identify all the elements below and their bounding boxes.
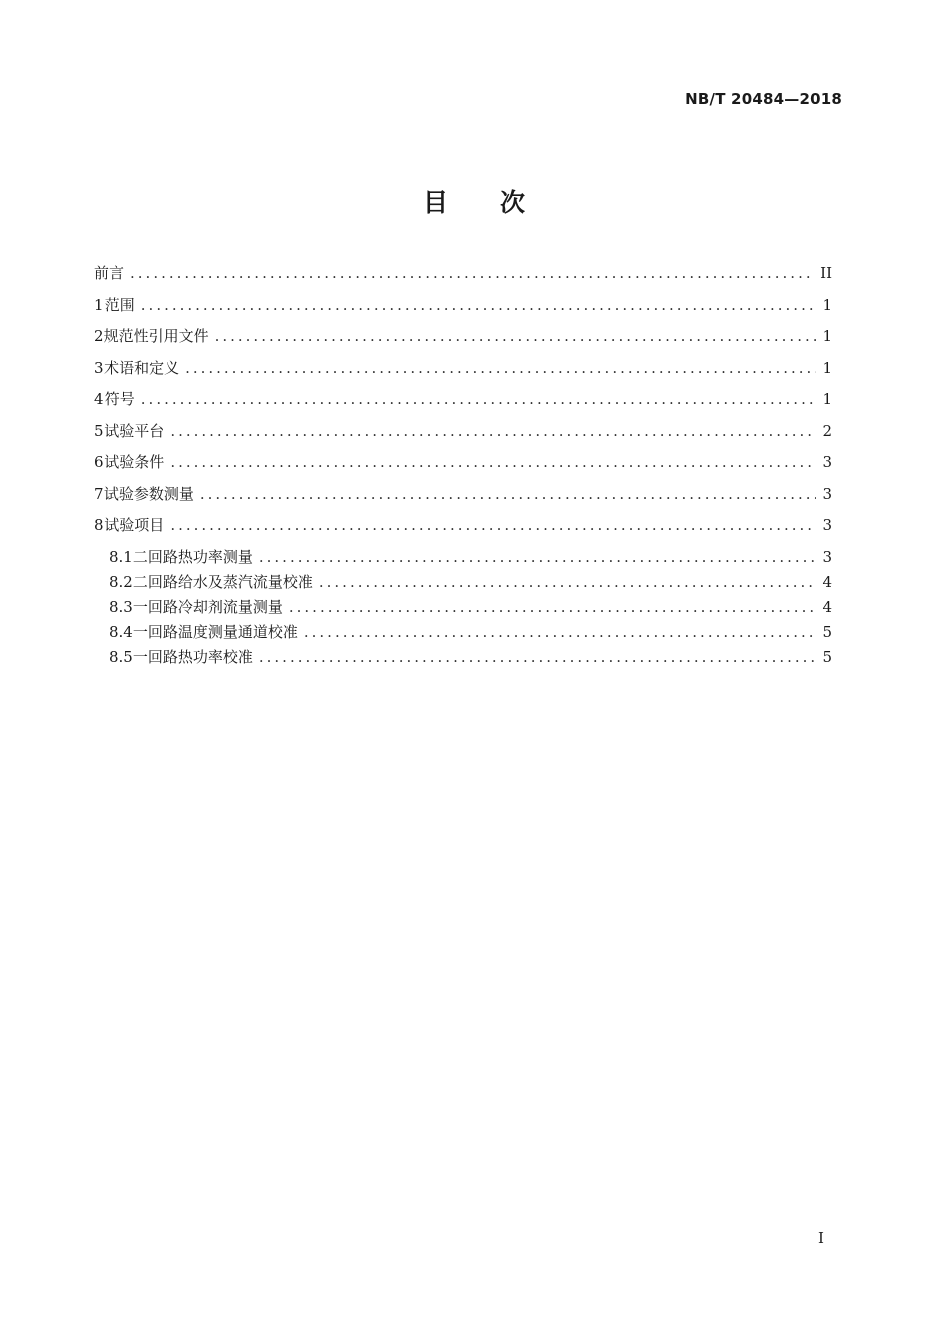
toc-leader	[170, 516, 816, 534]
toc-entry-page: 1	[822, 390, 832, 408]
toc-entry-number: 8.1	[109, 547, 133, 566]
toc-entry-text: 二回路给水及蒸汽流量校准	[132, 572, 313, 591]
toc-title	[0, 183, 950, 219]
toc-title-part1: 目	[422, 188, 450, 217]
toc-leader	[289, 598, 816, 616]
toc-entry-text: 前言	[94, 264, 125, 282]
toc-entry-page: 3	[822, 516, 832, 534]
toc-entry-number: 7	[94, 484, 104, 503]
toc-entry-text: 一回路冷却剂流量测量	[132, 597, 283, 616]
toc-entry-8-4[interactable]	[94, 621, 832, 646]
page-number: I	[818, 1229, 824, 1247]
toc-leader	[259, 648, 816, 666]
toc-entry-page: 1	[822, 358, 832, 377]
toc-entry-6[interactable]	[94, 451, 832, 483]
toc-leader	[130, 264, 814, 282]
toc-leader	[141, 296, 816, 314]
toc-leader	[319, 573, 816, 591]
toc-title-part2: 次	[500, 188, 528, 217]
toc-entry-number: 1	[94, 295, 104, 314]
document-code: NB/T 20484—2018	[685, 90, 842, 108]
toc-entry-page: 4	[822, 572, 832, 591]
toc-entry-1[interactable]	[94, 294, 832, 326]
toc-entry-8-2[interactable]	[94, 571, 832, 596]
toc-entry-4[interactable]	[94, 388, 832, 420]
toc-entry-2[interactable]	[94, 325, 832, 357]
toc-entry-text: 符号	[104, 390, 135, 408]
toc-leader	[259, 548, 816, 566]
toc-entry-text: 一回路热功率校准	[132, 648, 253, 667]
toc-entry-number: 5	[94, 421, 104, 440]
toc-entry-page: 3	[822, 453, 832, 471]
toc-entry-number: 3	[94, 358, 104, 377]
toc-leader	[304, 623, 816, 641]
toc-entry-text: 术语和定义	[104, 358, 180, 377]
toc-entry-number: 8.4	[109, 623, 133, 642]
toc-entry-5[interactable]	[94, 420, 832, 452]
toc-entry-text: 试验项目	[104, 516, 165, 534]
toc-entry-8[interactable]	[94, 514, 832, 546]
toc-entry-preface[interactable]	[94, 262, 832, 294]
toc-entry-page: 1	[822, 327, 832, 345]
toc-entry-page: 5	[822, 623, 832, 642]
toc-entry-text: 规范性引用文件	[103, 327, 209, 345]
toc-leader	[141, 390, 816, 408]
toc-entry-number: 4	[94, 390, 104, 408]
toc-entry-8-3[interactable]	[94, 596, 832, 621]
toc-leader	[170, 453, 816, 471]
toc-entry-page: 3	[822, 547, 832, 566]
toc-entry-page: 1	[822, 295, 832, 314]
toc-entry-text: 试验参数测量	[103, 484, 194, 503]
toc-entry-page: 2	[822, 421, 832, 440]
toc-entry-text: 试验平台	[104, 421, 165, 440]
toc-entry-page: II	[820, 264, 832, 282]
toc-entry-7[interactable]	[94, 483, 832, 515]
toc-entry-text: 一回路温度测量通道校准	[132, 623, 298, 642]
toc-entry-text: 二回路热功率测量	[132, 547, 253, 566]
toc-entry-number: 6	[94, 453, 104, 471]
toc-entry-text: 试验条件	[104, 453, 165, 471]
toc-entry-3[interactable]	[94, 357, 832, 389]
toc-leader	[170, 422, 816, 440]
toc-entry-page: 4	[822, 597, 832, 616]
toc-entry-page: 5	[822, 648, 832, 667]
toc-entry-number: 8	[94, 516, 104, 534]
toc-entry-page: 3	[822, 484, 832, 503]
toc-entry-number: 8.3	[109, 597, 133, 616]
table-of-contents	[94, 262, 832, 671]
toc-entry-text: 范围	[104, 295, 135, 314]
toc-entry-number: 8.5	[109, 648, 133, 667]
toc-entry-number: 2	[94, 327, 104, 345]
toc-leader	[215, 327, 816, 345]
toc-entry-8-5[interactable]	[94, 646, 832, 671]
toc-entry-number: 8.2	[109, 572, 133, 591]
toc-leader	[200, 485, 816, 503]
toc-entry-8-1[interactable]	[94, 546, 832, 571]
toc-leader	[185, 359, 816, 377]
